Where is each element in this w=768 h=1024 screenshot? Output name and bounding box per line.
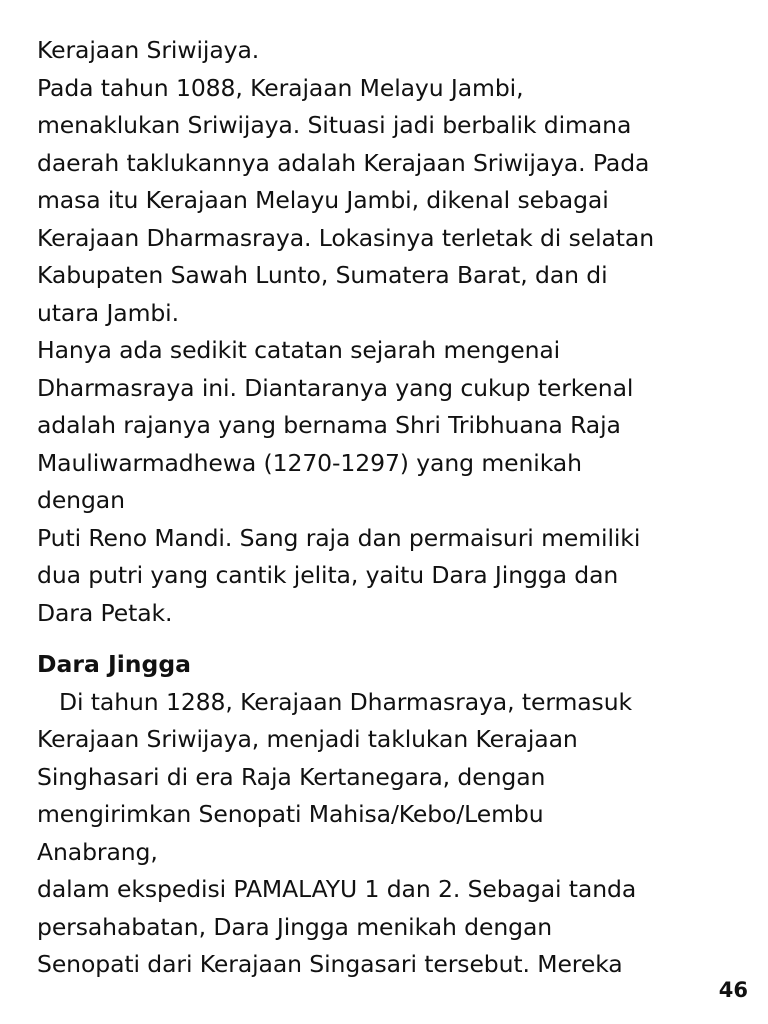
text-line: dengan [37,486,125,514]
text-line: Kabupaten Sawah Lunto, Sumatera Barat, dan di [37,261,608,289]
text-line: Di tahun 1288, Kerajaan Dharmasraya, termasuk [59,687,633,716]
text-line: Singhasari di era Raja Kertanegara, dengan [37,762,546,791]
text-line: Senopati dari Kerajaan Singasari tersebut. Mereka [37,950,623,978]
paragraph-dara-jingga [37,684,749,984]
text-line: persahabatan, Dara Jingga menikah dengan [37,912,553,941]
text-line: Puti Reno Mandi. Sang raja dan permaisuri memiliki [37,523,641,552]
text-line: masa itu Kerajaan Melayu Jambi, dikenal sebagai [37,186,609,214]
text-line: Mauliwarmadhewa (1270-1297) yang menikah [37,448,582,477]
text-line: daerah taklukannya adalah Kerajaan Sriwijaya. Pada [37,148,650,177]
text-line: Dara Petak. [37,598,173,627]
text-line: Dharmasraya ini. Diantaranya yang cukup terkenal [37,373,634,402]
text-line: Pada tahun 1088, Kerajaan Melayu Jambi, [37,73,524,102]
page-number: 46 [718,978,748,1002]
text-line: Kerajaan Sriwijaya. [37,36,260,64]
text-line: menaklukan Sriwijaya. Situasi jadi berbalik dimana [37,111,632,139]
text-line: utara Jambi. [37,298,179,327]
text-line: adalah rajanya yang bernama Shri Tribhuana Raja [37,411,621,439]
text-line: dalam ekspedisi PAMALAYU 1 dan 2. Sebagai tanda [37,875,637,903]
section-heading: Dara Jingga [37,650,192,678]
text-line: Anabrang, [37,837,158,866]
paragraph-intro [37,32,749,632]
text-line: Hanya ada sedikit catatan sejarah mengenai [37,336,561,364]
text-line: mengirimkan Senopati Mahisa/Kebo/Lembu [37,800,544,828]
text-line: Kerajaan Dharmasraya. Lokasinya terletak di selatan [37,223,655,252]
text-line: dua putri yang cantik jelita, yaitu Dara Jingga dan [37,561,619,589]
page-body [37,32,749,984]
text-line: Kerajaan Sriwijaya, menjadi taklukan Kerajaan [37,725,578,753]
